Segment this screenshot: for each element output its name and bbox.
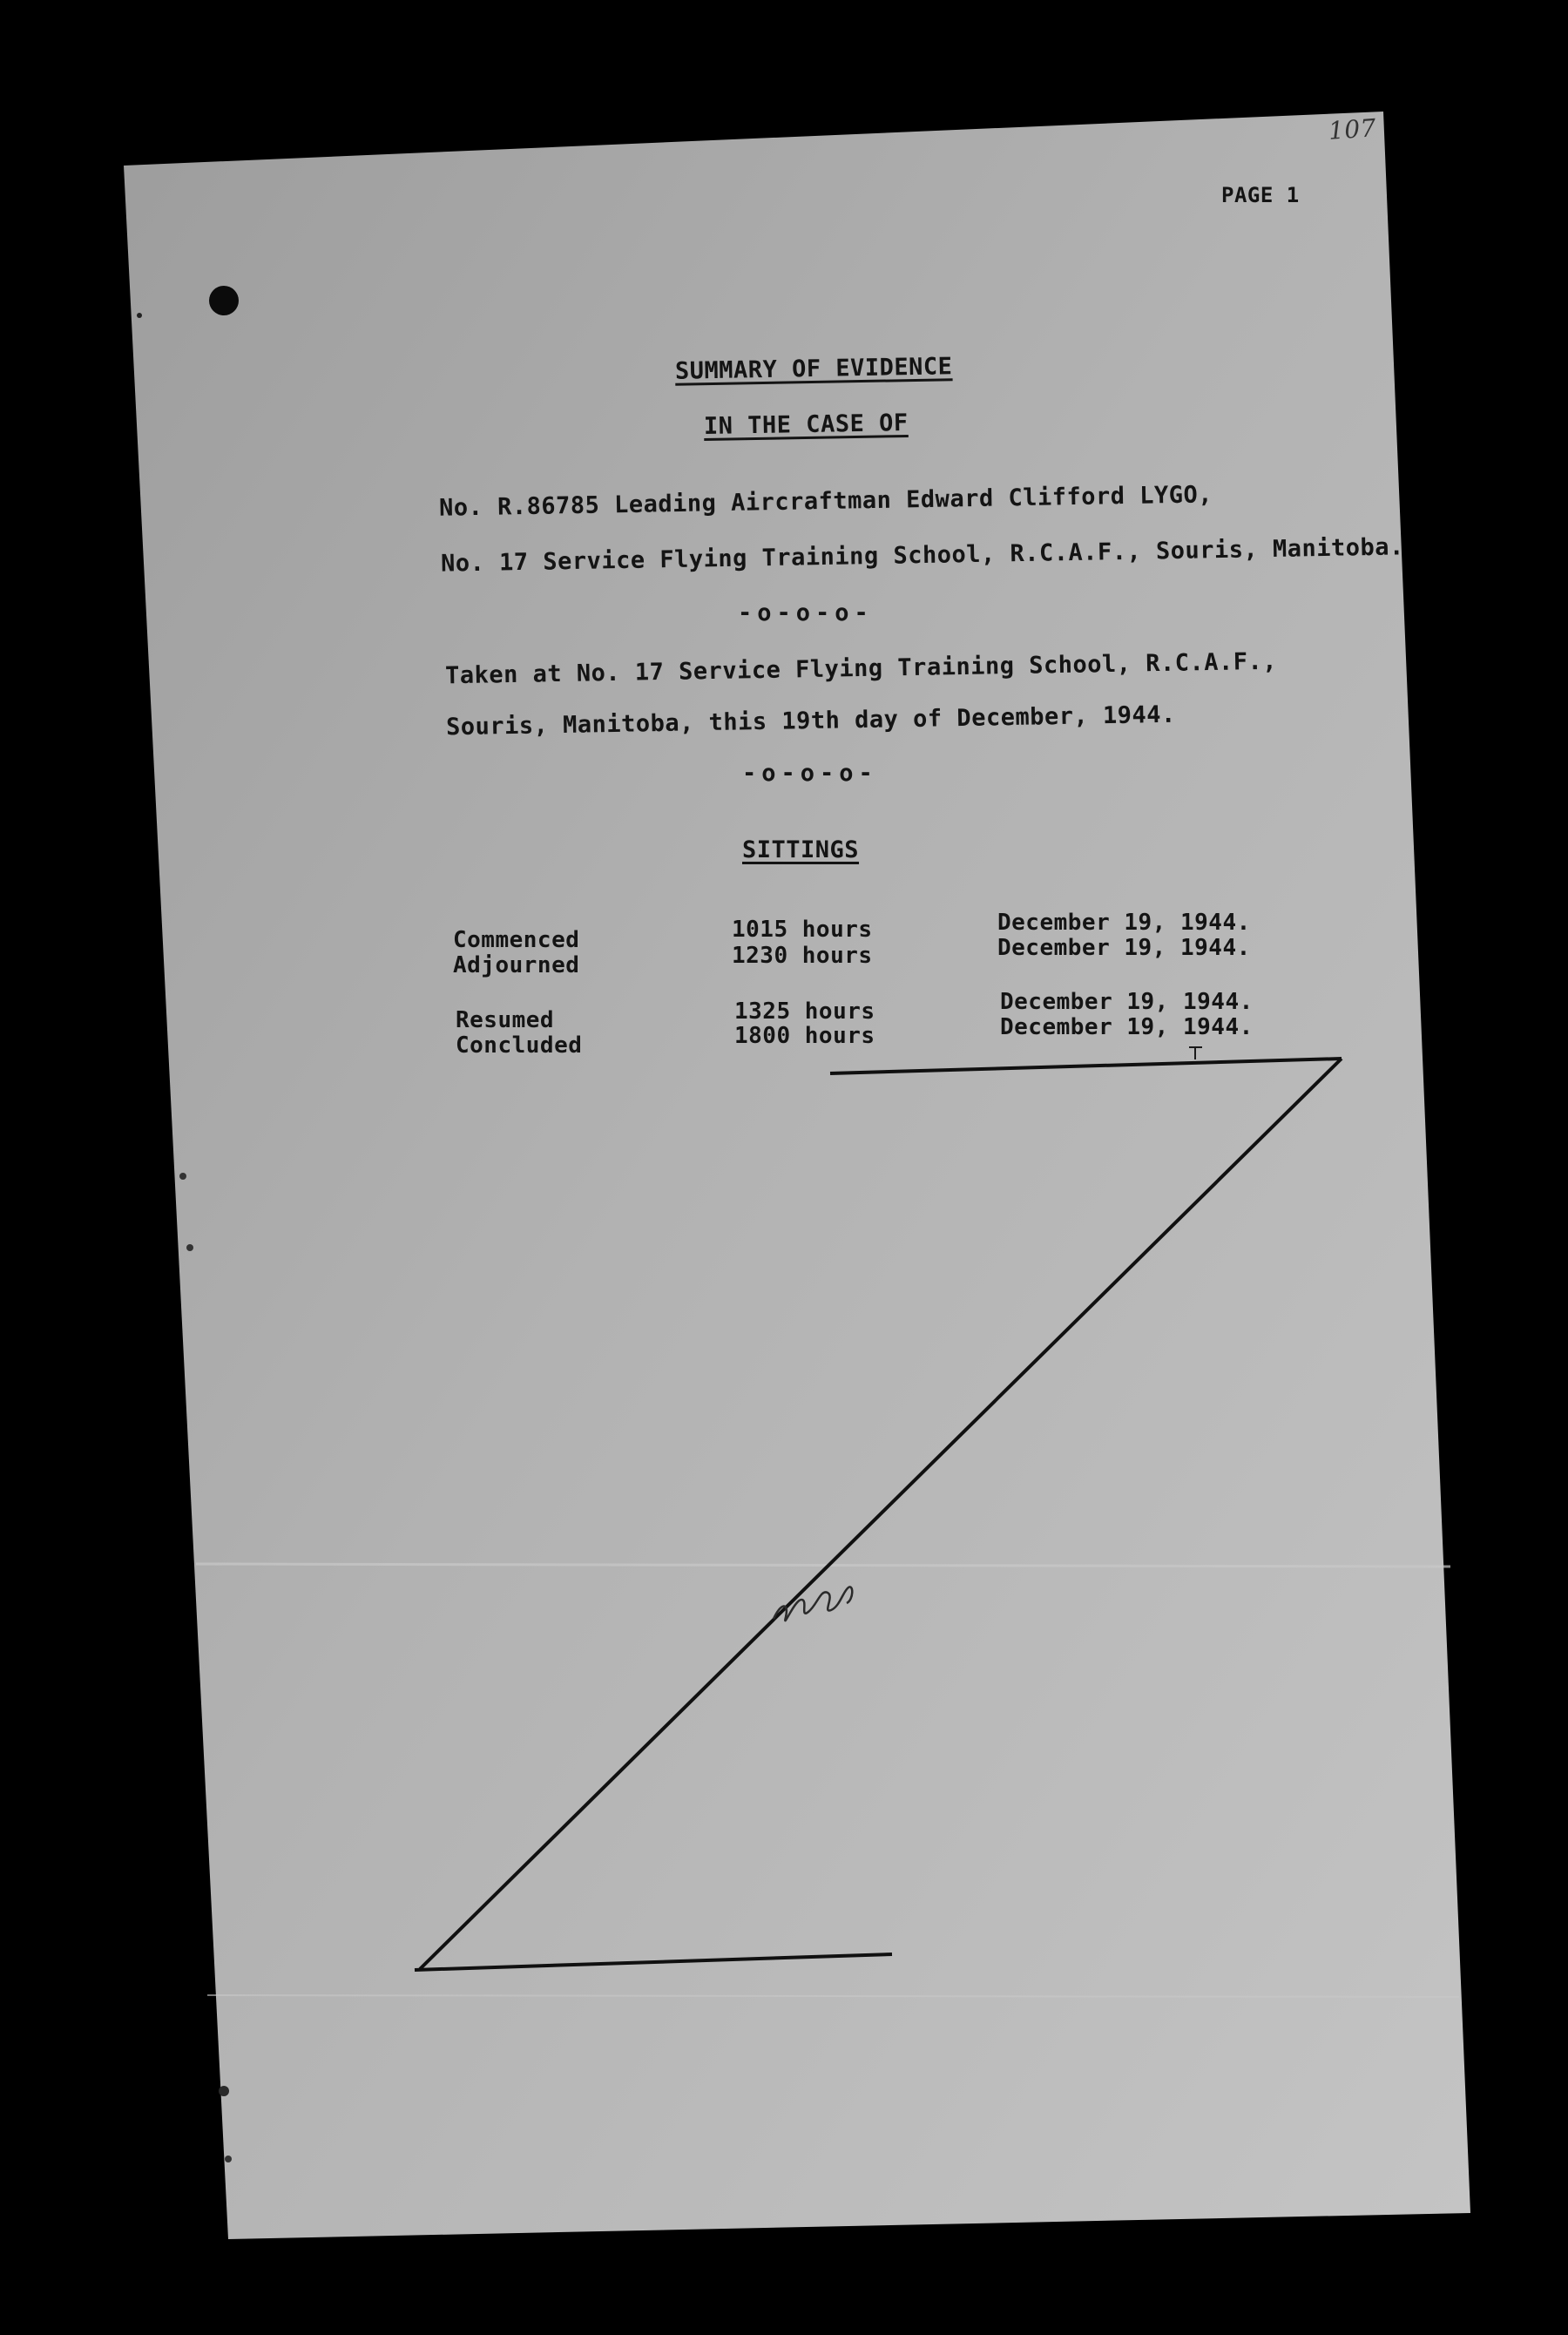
taken-at-line-2: Souris, Manitoba, this 19th day of December, 1944. <box>445 700 1176 741</box>
sitting-event: Commenced <box>453 927 580 953</box>
separator-1: -o-o-o- <box>738 599 874 626</box>
sitting-time: 1015 hours <box>732 917 873 943</box>
separator-2: -o-o-o- <box>742 760 878 787</box>
taken-at-line-1: Taken at No. 17 Service Flying Training School, R.C.A.F., <box>444 647 1278 690</box>
page-number: PAGE 1 <box>1221 183 1300 207</box>
sitting-date: December 19, 1944. <box>997 935 1251 961</box>
subject-line-2: No. 17 Service Flying Training School, R.C.A.F., Souris, Manitoba. <box>440 533 1405 578</box>
document-title: SUMMARY OF EVIDENCE <box>674 353 953 385</box>
sitting-time: 1325 hours <box>734 998 875 1025</box>
sitting-event: Concluded <box>456 1032 583 1059</box>
sitting-time: 1800 hours <box>734 1023 875 1049</box>
sitting-event: Resumed <box>456 1007 555 1033</box>
archive-number: 107 <box>1327 113 1378 146</box>
sitting-event: Adjourned <box>453 952 580 978</box>
punch-hole <box>209 286 239 315</box>
sitting-date: December 19, 1944. <box>1000 989 1254 1015</box>
subject-line-1: No. R.86785 Leading Aircraftman Edward Clifford LYGO, <box>438 481 1213 522</box>
sitting-time: 1230 hours <box>732 943 873 969</box>
document-subtitle: IN THE CASE OF <box>703 409 909 441</box>
sitting-date: December 19, 1944. <box>1000 1014 1254 1040</box>
sitting-date: December 19, 1944. <box>997 910 1251 936</box>
sittings-heading: SITTINGS <box>742 836 860 863</box>
